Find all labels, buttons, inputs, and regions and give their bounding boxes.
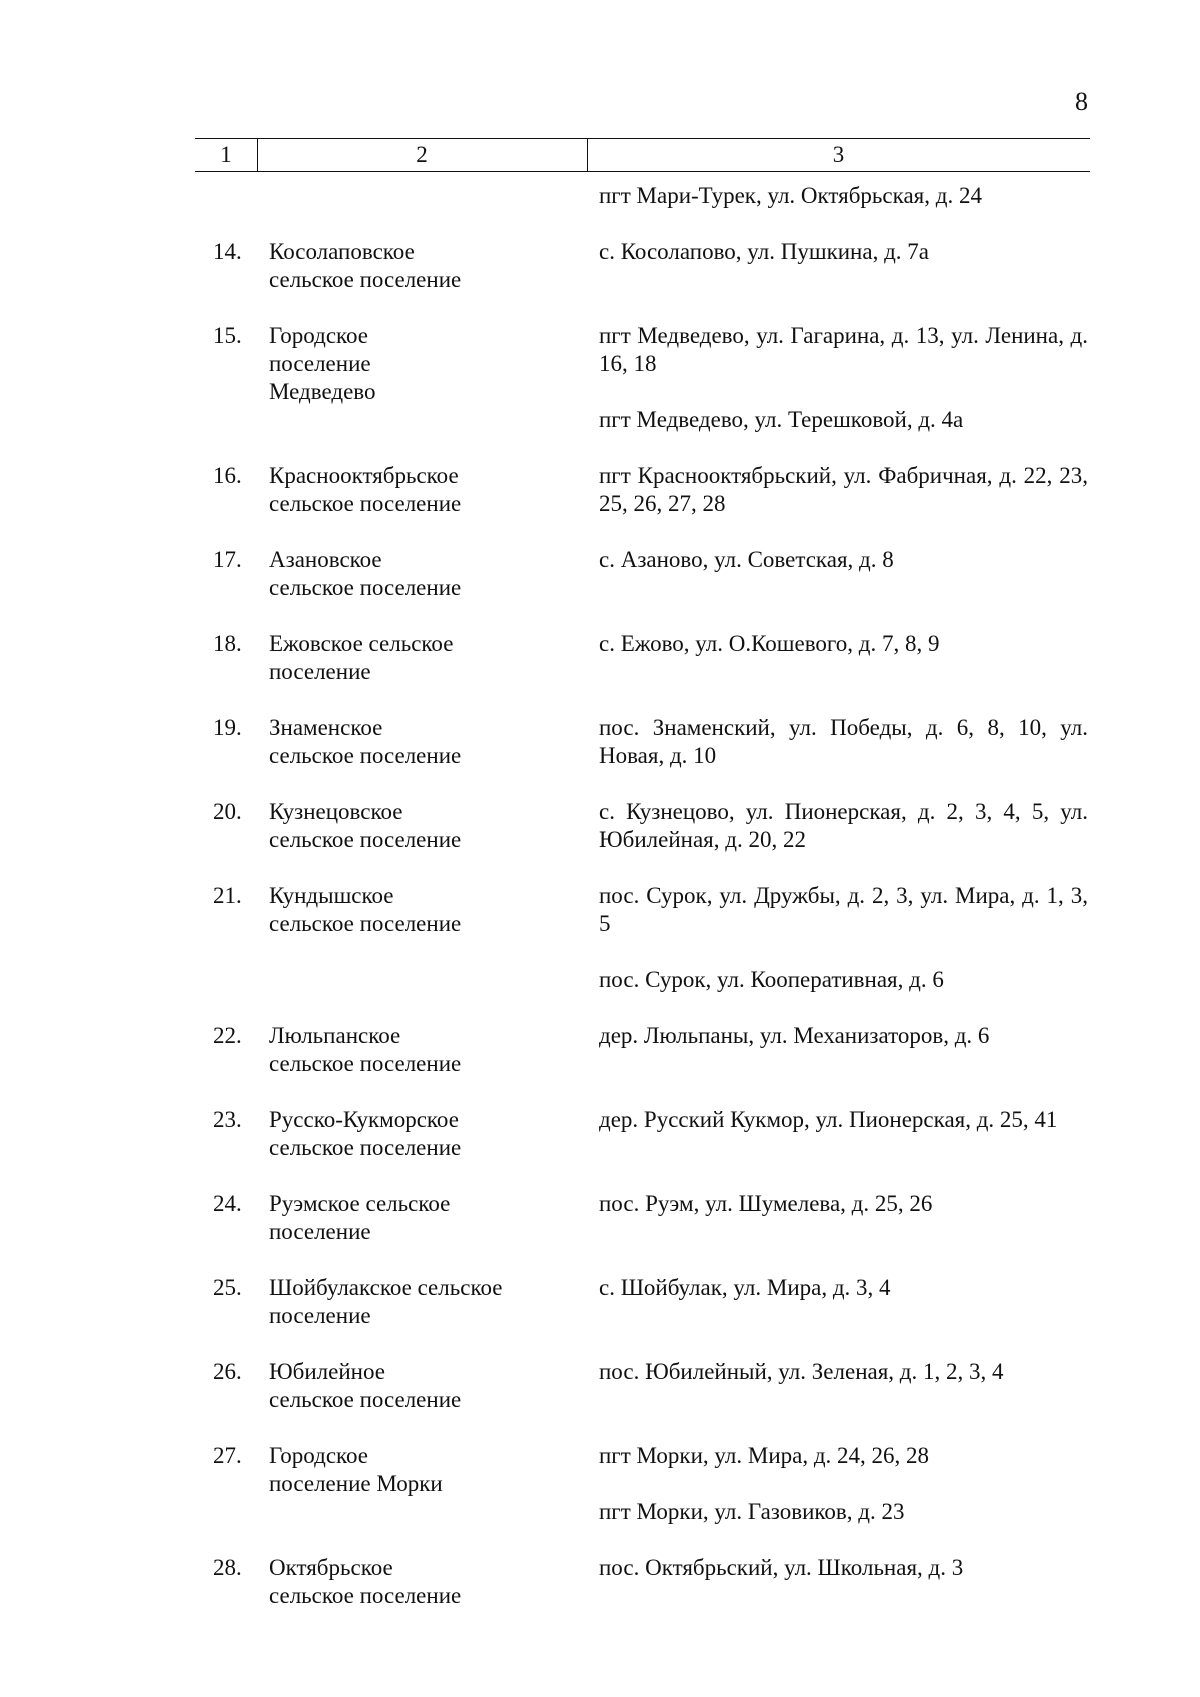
header-divider — [257, 139, 258, 171]
settlement-name-text: Кундышское сельское поселение — [269, 883, 462, 936]
address-line: пгт Медведево, ул. Гагарина, д. 13, ул. Ленина, д. 16, 18 — [599, 323, 1088, 376]
settlement-name — [257, 882, 587, 994]
address-line: пгт Мари-Турек, ул. Октябрьская, д. 24 — [599, 183, 982, 208]
table-row — [195, 714, 1090, 770]
header-divider — [587, 139, 588, 171]
settlement-name — [257, 630, 587, 686]
address-cell — [587, 798, 1090, 854]
settlement-name-text: Юбилейное сельское поселение — [269, 1359, 462, 1412]
address-cell — [587, 1358, 1090, 1414]
address-line: пос. Сурок, ул. Дружбы, д. 2, 3, ул. Мира, д. 1, 3, 5 — [599, 883, 1088, 936]
settlement-name-text: Городское поселение Морки — [269, 1443, 443, 1496]
table-row — [195, 1022, 1090, 1078]
table-row — [195, 1106, 1090, 1162]
table-row — [195, 798, 1090, 854]
row-number: 26. — [213, 1359, 242, 1384]
row-number: 15. — [213, 323, 242, 348]
address-line: пгт Медведево, ул. Терешковой, д. 4а — [599, 407, 964, 432]
row-number: 14. — [213, 239, 242, 264]
settlement-name-text: Азановское сельское поселение — [269, 547, 462, 600]
settlement-name — [257, 714, 587, 770]
table-row — [195, 238, 1090, 294]
address-line: пос. Октябрьский, ул. Школьная, д. 3 — [599, 1555, 964, 1580]
address-line: пос. Сурок, ул. Кооперативная, д. 6 — [599, 967, 944, 992]
settlement-name — [257, 1190, 587, 1246]
address-cell — [587, 1022, 1090, 1078]
settlement-name — [257, 798, 587, 854]
address-line: пос. Юбилейный, ул. Зеленая, д. 1, 2, 3, 4 — [599, 1359, 1004, 1384]
page-number: 8 — [1075, 87, 1088, 116]
address-line: пгт Морки, ул. Мира, д. 24, 26, 28 — [599, 1443, 930, 1468]
address-cell — [587, 1106, 1090, 1162]
settlement-name-text: Люльпанское сельское поселение — [269, 1023, 462, 1076]
address-line: с. Ежово, ул. О.Кошевого, д. 7, 8, 9 — [599, 631, 940, 656]
header-col-2: 2 — [416, 142, 428, 167]
settlement-name-text: Знаменское сельское поселение — [269, 715, 462, 768]
row-number: 24. — [213, 1191, 242, 1216]
address-cell — [587, 546, 1090, 602]
settlement-name-text: Косолаповское сельское поселение — [269, 239, 462, 292]
row-number: 16. — [213, 463, 242, 488]
address-line: пос. Знаменский, ул. Победы, д. 6, 8, 10, ул. Новая, д. 10 — [599, 715, 1088, 768]
settlement-name-text: Ежовское сельское поселение — [269, 631, 454, 684]
table-row — [195, 322, 1090, 434]
address-cell — [587, 322, 1090, 434]
address-line: с. Шойбулак, ул. Мира, д. 3, 4 — [599, 1275, 891, 1300]
settlement-name — [257, 1106, 587, 1162]
table-row — [195, 1442, 1090, 1526]
table-header — [195, 138, 1090, 172]
settlement-name-text: Краснооктябрьское сельское поселение — [269, 463, 462, 516]
address-line: с. Кузнецово, ул. Пионерская, д. 2, 3, 4, 5, ул. Юбилейная, д. 20, 22 — [599, 799, 1088, 852]
settlement-name — [257, 322, 587, 434]
table-row — [195, 1358, 1090, 1414]
row-number: 25. — [213, 1275, 242, 1300]
address-cell — [587, 630, 1090, 686]
settlement-name-text: Русско-Кукморское сельское поселение — [269, 1107, 462, 1160]
address-cell — [587, 1442, 1090, 1526]
table-row — [195, 462, 1090, 518]
table-row — [195, 882, 1090, 994]
header-col-3: 3 — [832, 142, 845, 167]
row-number: 28. — [213, 1555, 242, 1580]
address-line: пгт Краснооктябрьский, ул. Фабричная, д. 22, 23, 25, 26, 27, 28 — [599, 463, 1088, 516]
address-cell — [587, 238, 1090, 294]
row-number: 27. — [213, 1443, 242, 1468]
table-row — [195, 182, 1090, 210]
row-number: 23. — [213, 1107, 242, 1132]
table-row — [195, 546, 1090, 602]
settlement-name — [257, 1022, 587, 1078]
address-line: пос. Руэм, ул. Шумелева, д. 25, 26 — [599, 1191, 933, 1216]
address-cell — [587, 1554, 1090, 1610]
settlement-name — [257, 546, 587, 602]
row-number: 19. — [213, 715, 242, 740]
settlement-name — [257, 462, 587, 518]
address-line: пгт Морки, ул. Газовиков, д. 23 — [599, 1499, 905, 1524]
settlement-name — [257, 182, 587, 210]
header-col-1: 1 — [220, 142, 232, 167]
row-number: 18. — [213, 631, 242, 656]
address-cell — [587, 882, 1090, 994]
table-row — [195, 1554, 1090, 1610]
table-row — [195, 1274, 1090, 1330]
address-line: дер. Люльпаны, ул. Механизаторов, д. 6 — [599, 1023, 990, 1048]
row-number: 22. — [213, 1023, 242, 1048]
row-number: 20. — [213, 799, 242, 824]
address-line: с. Косолапово, ул. Пушкина, д. 7а — [599, 239, 929, 264]
row-number: 17. — [213, 547, 242, 572]
table-row — [195, 630, 1090, 686]
settlement-name-text: Городское поселение Медведево — [269, 323, 376, 404]
address-cell — [587, 714, 1090, 770]
address-cell — [587, 182, 1090, 210]
row-number: 21. — [213, 883, 242, 908]
settlement-name — [257, 238, 587, 294]
settlements-table — [195, 182, 1090, 1638]
address-line: дер. Русский Кукмор, ул. Пионерская, д. 25, 41 — [599, 1107, 1058, 1132]
settlement-name-text: Руэмское сельское поселение — [269, 1191, 451, 1244]
settlement-name — [257, 1274, 587, 1330]
settlement-name — [257, 1358, 587, 1414]
settlement-name-text: Кузнецовское сельское поселение — [269, 799, 462, 852]
settlement-name — [257, 1554, 587, 1610]
settlement-name — [257, 1442, 587, 1526]
address-cell — [587, 1190, 1090, 1246]
settlement-name-text: Октябрьское сельское поселение — [269, 1555, 462, 1608]
address-cell — [587, 462, 1090, 518]
address-line: с. Азаново, ул. Советская, д. 8 — [599, 547, 894, 572]
row-number — [195, 182, 257, 210]
table-row — [195, 1190, 1090, 1246]
address-cell — [587, 1274, 1090, 1330]
settlement-name-text: Шойбулакское сельское поселение — [269, 1275, 503, 1328]
